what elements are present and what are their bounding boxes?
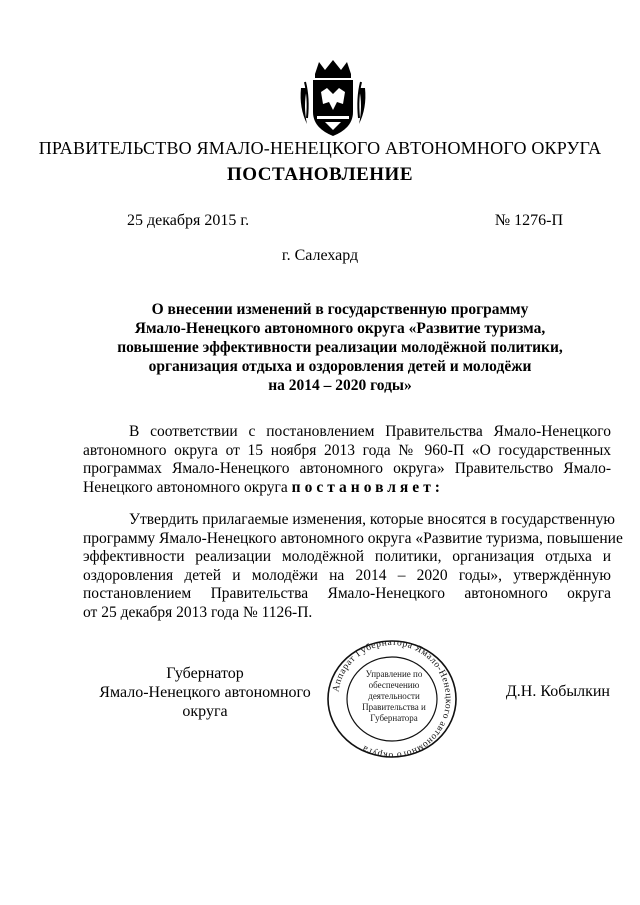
resolution-keyword: постановляет: [291, 478, 444, 496]
paragraph-line: программу Ямало-Ненецкого автономного округа «Развитие туризма, повышение [83, 529, 623, 547]
paragraph-line: В соответствии с постановлением Правительства Ямало-Ненецкого [129, 423, 611, 440]
coat-of-arms-icon [297, 58, 369, 140]
document-city: г. Салехард [281, 247, 359, 264]
organization-name: ПРАВИТЕЛЬСТВО ЯМАЛО-НЕНЕЦКОГО АВТОНОМНОГО ОКРУГА [38, 138, 602, 158]
paragraph-line: оздоровления детей и молодёжи на 2014 – 2020 годы», утверждённую [83, 566, 611, 584]
document-number: № 1276-П [494, 212, 563, 229]
signatory-title [80, 664, 330, 721]
document-date: 25 декабря 2015 г. [127, 212, 250, 229]
svg-text:Аппарат Губернатора Ямало-Нене: Аппарат Губернатора Ямало-Ненецкого автономного округа [331, 637, 454, 761]
paragraph-line: эффективности реализации молодёжной политики, организация отдыха и [83, 548, 611, 565]
signatory-title-line: Губернатор [166, 665, 244, 682]
title-line: повышение эффективности реализации молодёжной политики, [117, 339, 563, 356]
title-line: Ямало-Ненецкого автономного округа «Развитие туризма, [134, 320, 546, 337]
paragraph-line: Утвердить прилагаемые изменения, которые вносятся в государственную [129, 511, 615, 528]
title-line: на 2014 – 2020 годы» [268, 377, 412, 394]
document-title [100, 300, 580, 395]
paragraph-line: программах Ямало-Ненецкого автономного округа» Правительство Ямало- [83, 460, 611, 477]
seal-inner-text: Управление по обеспечению деятельности Правительства и Губернатора [362, 669, 426, 723]
paragraph-line: постановлением Правительства Ямало-Ненецкого автономного округа [83, 585, 611, 602]
paragraph-line: от 25 декабря 2013 года № 1126-П. [83, 603, 313, 621]
title-line: О внесении изменений в государственную программу [151, 301, 529, 318]
paragraph-line: автономного округа от 15 ноября 2013 года № 960-П «О государственных [83, 441, 611, 459]
preamble-paragraph [83, 423, 611, 497]
resolution-paragraph [83, 511, 623, 622]
signatory-title-line: Ямало-Ненецкого автономного округа [99, 684, 311, 720]
title-line: организация отдыха и оздоровления детей и молодёжи [148, 358, 532, 375]
signatory-name: Д.Н. Кобылкин [505, 683, 610, 700]
paragraph-text: Ненецкого автономного округа [83, 478, 288, 496]
paragraph-line [83, 479, 611, 498]
document-type: ПОСТАНОВЛЕНИЕ [226, 164, 414, 185]
